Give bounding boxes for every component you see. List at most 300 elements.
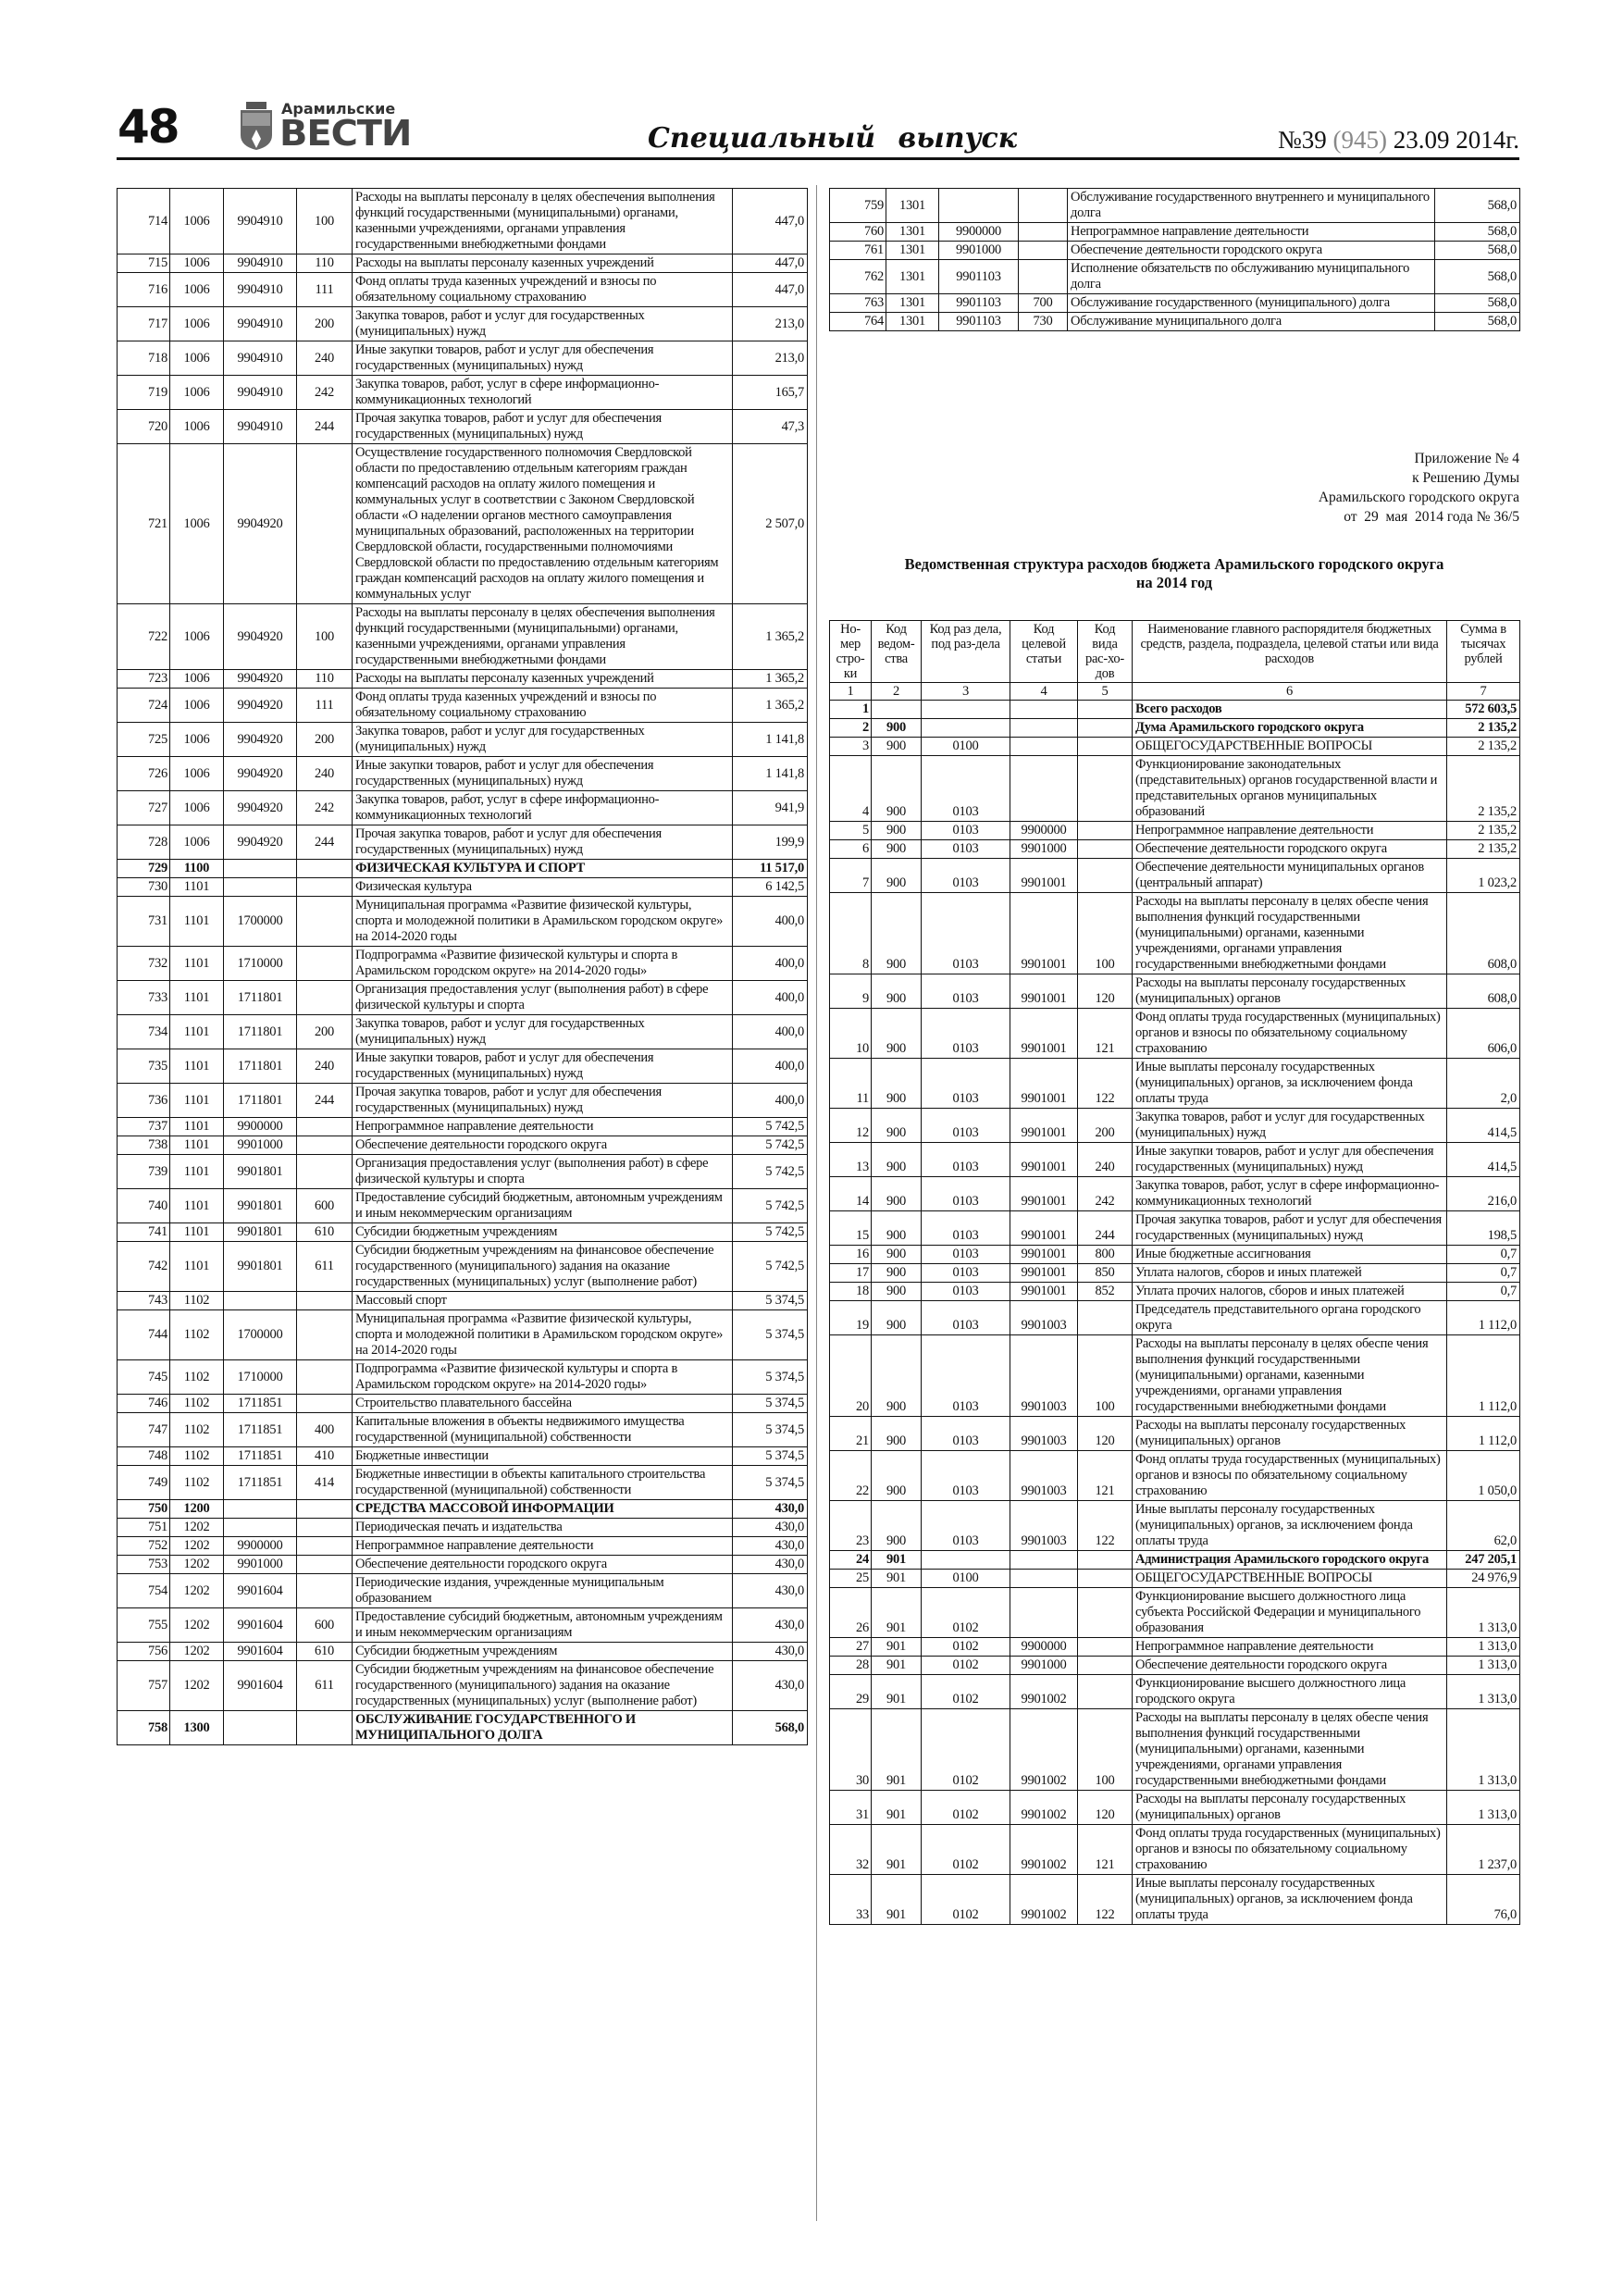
department-code: 900 <box>872 1301 922 1335</box>
expense-type-code <box>297 981 353 1015</box>
amount: 5 742,5 <box>733 1155 808 1189</box>
expense-type-code: 240 <box>297 341 353 376</box>
table-row <box>830 1825 1520 1875</box>
item-name: Расходы на выплаты персоналу в целях обеспе чения выполнения функций государственными (муниципальными) органами, казенными учреждениями, органами управления государственными внебюджетными фондами <box>1133 1335 1447 1417</box>
expense-type-code <box>1019 242 1068 260</box>
target-item-code <box>1010 738 1078 756</box>
row-number: 29 <box>830 1675 872 1709</box>
row-number: 728 <box>118 825 170 860</box>
row-number: 750 <box>118 1500 170 1519</box>
issue-number <box>1278 126 1519 155</box>
target-item-code: 9901001 <box>1010 859 1078 893</box>
table-row <box>118 1466 808 1500</box>
expense-type-code: 111 <box>297 689 353 723</box>
amount: 6 142,5 <box>733 878 808 897</box>
section-code: 1006 <box>170 791 224 825</box>
section-code: 0102 <box>922 1657 1010 1675</box>
column-number: 3 <box>922 683 1010 701</box>
appendix-note <box>1319 449 1519 527</box>
amount: 400,0 <box>733 981 808 1015</box>
table-row <box>830 1009 1520 1059</box>
amount: 606,0 <box>1447 1009 1520 1059</box>
target-item-code: 9901002 <box>1010 1709 1078 1791</box>
target-item-code: 9904920 <box>224 444 297 604</box>
department-code: 901 <box>872 1825 922 1875</box>
expense-type-code <box>1019 223 1068 242</box>
item-name: Непрограммное направление деятельности <box>353 1537 733 1556</box>
expense-type-code: 100 <box>1078 893 1133 974</box>
section-code: 0103 <box>922 1301 1010 1335</box>
section-code: 1101 <box>170 1223 224 1242</box>
section-code <box>922 701 1010 719</box>
department-code: 900 <box>872 1009 922 1059</box>
section-code: 1101 <box>170 1155 224 1189</box>
department-code: 900 <box>872 822 922 840</box>
table-row <box>830 1246 1520 1264</box>
section-code: 0103 <box>922 1143 1010 1177</box>
target-item-code: 9901604 <box>224 1608 297 1643</box>
row-number: 731 <box>118 897 170 947</box>
amount: 430,0 <box>733 1643 808 1661</box>
amount: 447,0 <box>733 254 808 273</box>
section-code: 1101 <box>170 878 224 897</box>
row-number: 26 <box>830 1588 872 1638</box>
item-name: Муниципальная программа «Развитие физической культуры, спорта и молодежной политики в Арамильском городском округе» на 2014-2020 годы <box>353 897 733 947</box>
item-name: Иные выплаты персоналу государственных (муниципальных) органов, за исключением фонда оплаты труда <box>1133 1875 1447 1925</box>
item-name: Субсидии бюджетным учреждениям <box>353 1223 733 1242</box>
amount: 1 313,0 <box>1447 1709 1520 1791</box>
amount: 1 313,0 <box>1447 1791 1520 1825</box>
item-name: Иные бюджетные ассигнования <box>1133 1246 1447 1264</box>
item-name: Иные выплаты персоналу государственных (муниципальных) органов, за исключением фонда оплаты труда <box>1133 1501 1447 1551</box>
issue-no-total: (945) <box>1332 126 1387 154</box>
item-name: Непрограммное направление деятельности <box>1133 822 1447 840</box>
table-row <box>118 1556 808 1574</box>
row-number: 27 <box>830 1638 872 1657</box>
item-name: Обеспечение деятельности городского округа <box>353 1556 733 1574</box>
column-number: 1 <box>830 683 872 701</box>
item-name: Осуществление государственного полномочия Свердловской области по предоставлению отдельным категориям граждан компенсаций расходов на оплату жилого помещения и коммунальных услуг в соответствии с Законом Свердловской области «О наделении органов местного самоуправления муниципальных образований, расположенных на территории Свердловской области, государственными полномочиями Свердловской области по предоставлению отдельным категориям граждан компенсаций расходов на оплату жилого помещения и коммунальных услуг <box>353 444 733 604</box>
expense-type-code: 800 <box>1078 1246 1133 1264</box>
target-item-code: 9901003 <box>1010 1301 1078 1335</box>
expense-type-code <box>1078 756 1133 822</box>
table-row <box>830 756 1520 822</box>
section-code: 1301 <box>886 294 939 313</box>
section-code: 0103 <box>922 1059 1010 1109</box>
column-number: 7 <box>1447 683 1520 701</box>
department-code: 900 <box>872 1143 922 1177</box>
section-code: 0102 <box>922 1675 1010 1709</box>
table-row <box>118 1292 808 1310</box>
item-name: Обеспечение деятельности городского округа <box>1133 1657 1447 1675</box>
amount: 572 603,5 <box>1447 701 1520 719</box>
target-item-code <box>1010 701 1078 719</box>
expense-type-code: 121 <box>1078 1009 1133 1059</box>
amount: 5 742,5 <box>733 1118 808 1136</box>
target-item-code <box>224 878 297 897</box>
item-name: Расходы на выплаты персоналу казенных учреждений <box>353 670 733 689</box>
section-code: 0103 <box>922 1246 1010 1264</box>
item-name: Прочая закупка товаров, работ и услуг для обеспечения государственных (муниципальных) нужд <box>353 410 733 444</box>
item-name: Капитальные вложения в объекты недвижимого имущества государственной (муниципальной) собственности <box>353 1413 733 1447</box>
row-number: 24 <box>830 1551 872 1570</box>
target-item-code: 1711801 <box>224 981 297 1015</box>
expense-type-code: 242 <box>297 376 353 410</box>
row-number: 762 <box>830 260 886 294</box>
title-line1: Ведомственная структура расходов бюджета Арамильского городского округа <box>904 555 1444 573</box>
department-code: 900 <box>872 1335 922 1417</box>
department-code: 900 <box>872 1451 922 1501</box>
left-budget-table <box>117 188 808 1745</box>
column-header: Код целевой статьи <box>1010 621 1078 683</box>
expense-type-code <box>297 1500 353 1519</box>
item-name: Функционирование высшего должностного лица субъекта Российской Федерации и муниципального образования <box>1133 1588 1447 1638</box>
amount: 568,0 <box>1435 313 1520 331</box>
department-code: 901 <box>872 1791 922 1825</box>
expense-type-code: 244 <box>297 1084 353 1118</box>
section-code: 1101 <box>170 981 224 1015</box>
target-item-code <box>224 1292 297 1310</box>
column-number: 5 <box>1078 683 1133 701</box>
row-number: 25 <box>830 1570 872 1588</box>
appendix-line: к Решению Думы <box>1412 470 1519 486</box>
table-row <box>118 1519 808 1537</box>
table-row <box>830 1675 1520 1709</box>
row-number: 721 <box>118 444 170 604</box>
issue-no-prefix: №39 <box>1277 126 1327 154</box>
row-number: 21 <box>830 1417 872 1451</box>
row-number: 714 <box>118 189 170 254</box>
amount: 1 313,0 <box>1447 1638 1520 1657</box>
table-row <box>830 701 1520 719</box>
expense-type-code: 611 <box>297 1661 353 1711</box>
target-item-code: 9901001 <box>1010 974 1078 1009</box>
item-name: Расходы на выплаты персоналу казенных учреждений <box>353 254 733 273</box>
table-row <box>830 1335 1520 1417</box>
item-name: Исполнение обязательств по обслуживанию муниципального долга <box>1068 260 1435 294</box>
section-code: 1301 <box>886 189 939 223</box>
row-number: 31 <box>830 1791 872 1825</box>
item-name: Функционирование высшего должностного лица городского округа <box>1133 1675 1447 1709</box>
target-item-code <box>1010 719 1078 738</box>
section-code: 1301 <box>886 223 939 242</box>
target-item-code: 9901604 <box>224 1661 297 1711</box>
expense-type-code <box>1078 1657 1133 1675</box>
row-number: 756 <box>118 1643 170 1661</box>
amount: 5 374,5 <box>733 1360 808 1395</box>
target-item-code <box>1010 1588 1078 1638</box>
table-row <box>118 825 808 860</box>
section-code: 0103 <box>922 756 1010 822</box>
section-code: 0103 <box>922 1335 1010 1417</box>
appendix-line: Приложение № 4 <box>1414 451 1519 466</box>
amount: 447,0 <box>733 189 808 254</box>
expense-type-code: 852 <box>1078 1283 1133 1301</box>
target-item-code: 9904920 <box>224 757 297 791</box>
target-item-code: 9901003 <box>1010 1451 1078 1501</box>
amount: 414,5 <box>1447 1143 1520 1177</box>
amount: 1 313,0 <box>1447 1657 1520 1675</box>
item-name: Обслуживание государственного внутреннего и муниципального долга <box>1068 189 1435 223</box>
amount: 1 112,0 <box>1447 1417 1520 1451</box>
expense-type-code <box>297 947 353 981</box>
table-row <box>830 1709 1520 1791</box>
section-code: 1102 <box>170 1310 224 1360</box>
section-code: 1101 <box>170 1015 224 1049</box>
item-name: Расходы на выплаты персоналу государственных (муниципальных) органов <box>1133 1417 1447 1451</box>
item-name: Фонд оплаты труда государственных (муниципальных) органов и взносы по обязательному социальному страхованию <box>1133 1451 1447 1501</box>
item-name: Подпрограмма «Развитие физической культуры и спорта в Арамильском городском округе» на 2014-2020 годы» <box>353 1360 733 1395</box>
section-code: 0103 <box>922 840 1010 859</box>
item-name: Закупка товаров, работ и услуг для государственных (муниципальных) нужд <box>353 307 733 341</box>
expense-type-code <box>297 1118 353 1136</box>
table-row <box>118 1118 808 1136</box>
section-code: 1101 <box>170 897 224 947</box>
target-item-code <box>224 1519 297 1537</box>
row-number: 19 <box>830 1301 872 1335</box>
department-code: 900 <box>872 1059 922 1109</box>
table-row <box>118 791 808 825</box>
row-number: 755 <box>118 1608 170 1643</box>
target-item-code: 9901000 <box>224 1136 297 1155</box>
expense-type-code <box>297 1574 353 1608</box>
table-row <box>830 893 1520 974</box>
row-number: 743 <box>118 1292 170 1310</box>
section-code <box>922 719 1010 738</box>
department-code: 900 <box>872 1177 922 1211</box>
title-line2: на 2014 год <box>1135 574 1213 591</box>
target-item-code: 9901604 <box>224 1574 297 1608</box>
section-code: 1101 <box>170 947 224 981</box>
expense-type-code <box>297 860 353 878</box>
target-item-code: 9904910 <box>224 189 297 254</box>
item-name: Организация предоставления услуг (выполнения работ) в сфере физической культуры и спорта <box>353 1155 733 1189</box>
target-item-code: 9901801 <box>224 1223 297 1242</box>
department-code: 900 <box>872 1501 922 1551</box>
amount: 213,0 <box>733 307 808 341</box>
expense-type-code: 410 <box>297 1447 353 1466</box>
section-code: 1006 <box>170 825 224 860</box>
item-name: Субсидии бюджетным учреждениям на финансовое обеспечение государственного (муниципального) задания на оказание государственных (муниципальных) услуг (выполнение работ) <box>353 1661 733 1711</box>
section-code: 0103 <box>922 1109 1010 1143</box>
target-item-code: 9904920 <box>224 825 297 860</box>
table-row <box>830 1264 1520 1283</box>
table-row <box>118 444 808 604</box>
departmental-structure-table <box>829 620 1520 1925</box>
target-item-code: 9901001 <box>1010 1009 1078 1059</box>
amount: 247 205,1 <box>1447 1551 1520 1570</box>
section-code: 1301 <box>886 242 939 260</box>
target-item-code: 9901001 <box>1010 1246 1078 1264</box>
table-row <box>118 1500 808 1519</box>
amount: 608,0 <box>1447 893 1520 974</box>
column-number-row <box>830 683 1520 701</box>
section-code: 0100 <box>922 1570 1010 1588</box>
table-row <box>118 1395 808 1413</box>
target-item-code: 9904920 <box>224 723 297 757</box>
target-item-code: 9901000 <box>224 1556 297 1574</box>
row-number: 7 <box>830 859 872 893</box>
row-number: 716 <box>118 273 170 307</box>
column-number: 2 <box>872 683 922 701</box>
row-number: 718 <box>118 341 170 376</box>
column-header: Код вида рас-хо-дов <box>1078 621 1133 683</box>
expense-type-code <box>1019 260 1068 294</box>
row-number: 733 <box>118 981 170 1015</box>
expense-type-code: 700 <box>1019 294 1068 313</box>
item-name: Субсидии бюджетным учреждениям <box>353 1643 733 1661</box>
issue-type: Специальный выпуск <box>648 122 1018 155</box>
table-row <box>118 1661 808 1711</box>
logo-line2: ВЕСТИ <box>279 113 412 154</box>
target-item-code: 9901001 <box>1010 1264 1078 1283</box>
section-code: 1006 <box>170 670 224 689</box>
expense-type-code: 400 <box>297 1413 353 1447</box>
section-code: 1300 <box>170 1711 224 1745</box>
department-code: 900 <box>872 893 922 974</box>
section-code: 0103 <box>922 1211 1010 1246</box>
amount: 2 507,0 <box>733 444 808 604</box>
row-number: 12 <box>830 1109 872 1143</box>
section-code: 1202 <box>170 1556 224 1574</box>
expense-type-code: 244 <box>1078 1211 1133 1246</box>
row-number: 740 <box>118 1189 170 1223</box>
row-number: 3 <box>830 738 872 756</box>
target-item-code: 9901002 <box>1010 1825 1078 1875</box>
column-header: Но-мер стро-ки <box>830 621 872 683</box>
amount: 400,0 <box>733 897 808 947</box>
table-row <box>830 1451 1520 1501</box>
section-code: 1006 <box>170 376 224 410</box>
expense-type-code: 122 <box>1078 1059 1133 1109</box>
table-row <box>830 1791 1520 1825</box>
item-name: Иные закупки товаров, работ и услуг для обеспечения государственных (муниципальных) нужд <box>353 757 733 791</box>
row-number: 726 <box>118 757 170 791</box>
item-name: Уплата налогов, сборов и иных платежей <box>1133 1264 1447 1283</box>
expense-type-code: 244 <box>297 825 353 860</box>
amount: 5 374,5 <box>733 1292 808 1310</box>
expense-type-code <box>1078 1551 1133 1570</box>
amount: 5 374,5 <box>733 1395 808 1413</box>
row-number: 4 <box>830 756 872 822</box>
expense-type-code: 100 <box>297 189 353 254</box>
row-number: 722 <box>118 604 170 670</box>
appendix-line: Арамильского городского округа <box>1318 490 1519 505</box>
item-name: Председатель представительного органа городского округа <box>1133 1301 1447 1335</box>
item-name: Непрограммное направление деятельности <box>353 1118 733 1136</box>
row-number: 748 <box>118 1447 170 1466</box>
section-code: 0103 <box>922 1283 1010 1301</box>
table-row <box>118 1015 808 1049</box>
item-name: Всего расходов <box>1133 701 1447 719</box>
expense-type-code: 100 <box>1078 1709 1133 1791</box>
section-code: 1006 <box>170 307 224 341</box>
expense-type-code: 850 <box>1078 1264 1133 1283</box>
table-row <box>830 1570 1520 1588</box>
target-item-code: 9901001 <box>1010 1177 1078 1211</box>
section-code: 0102 <box>922 1791 1010 1825</box>
expense-type-code: 610 <box>297 1223 353 1242</box>
amount: 400,0 <box>733 947 808 981</box>
target-item-code <box>1010 1570 1078 1588</box>
table-row <box>118 189 808 254</box>
table-row <box>118 1537 808 1556</box>
section-code: 1101 <box>170 1084 224 1118</box>
section-code: 1102 <box>170 1360 224 1395</box>
amount: 400,0 <box>733 1015 808 1049</box>
section-code: 0102 <box>922 1825 1010 1875</box>
issue-date: 23.09 2014г. <box>1393 126 1519 154</box>
target-item-code: 9901001 <box>1010 1059 1078 1109</box>
section-code: 0103 <box>922 893 1010 974</box>
item-name: Закупка товаров, работ и услуг для государственных (муниципальных) нужд <box>353 723 733 757</box>
item-name: Организация предоставления услуг (выполнения работ) в сфере физической культуры и спорта <box>353 981 733 1015</box>
amount: 213,0 <box>733 341 808 376</box>
section-code: 0102 <box>922 1638 1010 1657</box>
row-number: 746 <box>118 1395 170 1413</box>
section-code: 0103 <box>922 1501 1010 1551</box>
target-item-code: 9901001 <box>1010 1283 1078 1301</box>
item-name: Обслуживание муниципального долга <box>1068 313 1435 331</box>
item-name: Расходы на выплаты персоналу в целях обеспе чения выполнения функций государственными (муниципальными) органами, казенными учреждениями, органами управления государственными внебюджетными фондами <box>1133 1709 1447 1791</box>
department-code: 900 <box>872 1246 922 1264</box>
amount: 2 135,2 <box>1447 840 1520 859</box>
amount: 1 365,2 <box>733 670 808 689</box>
section-code: 1202 <box>170 1537 224 1556</box>
section-code: 1202 <box>170 1608 224 1643</box>
department-code: 901 <box>872 1875 922 1925</box>
row-number: 727 <box>118 791 170 825</box>
target-item-code <box>939 189 1019 223</box>
table-row <box>118 307 808 341</box>
row-number: 725 <box>118 723 170 757</box>
table-row <box>118 878 808 897</box>
department-code: 900 <box>872 1109 922 1143</box>
row-number: 11 <box>830 1059 872 1109</box>
item-name: Фонд оплаты труда государственных (муниципальных) органов и взносы по обязательному социальному страхованию <box>1133 1825 1447 1875</box>
amount: 5 742,5 <box>733 1242 808 1292</box>
row-number: 6 <box>830 840 872 859</box>
row-number: 16 <box>830 1246 872 1264</box>
expense-type-code <box>1078 859 1133 893</box>
row-number: 724 <box>118 689 170 723</box>
section-code: 0102 <box>922 1709 1010 1791</box>
table-row <box>830 1109 1520 1143</box>
table-row <box>118 1310 808 1360</box>
department-code: 900 <box>872 1283 922 1301</box>
header-rule <box>117 157 1519 160</box>
target-item-code: 9900000 <box>224 1537 297 1556</box>
table-row <box>830 1588 1520 1638</box>
expense-type-code: 120 <box>1078 974 1133 1009</box>
amount: 568,0 <box>1435 189 1520 223</box>
row-number: 742 <box>118 1242 170 1292</box>
expense-type-code: 242 <box>1078 1177 1133 1211</box>
table-row <box>118 1711 808 1745</box>
row-number: 719 <box>118 376 170 410</box>
item-name: Субсидии бюджетным учреждениям на финансовое обеспечение государственного (муниципального) задания на оказание государственных (муниципальных) услуг (выполнение работ) <box>353 1242 733 1292</box>
table-row <box>118 604 808 670</box>
table-row <box>118 1608 808 1643</box>
expense-type-code: 110 <box>297 670 353 689</box>
expense-type-code: 200 <box>1078 1109 1133 1143</box>
expense-type-code <box>297 1537 353 1556</box>
item-name: Иные выплаты персоналу государственных (муниципальных) органов, за исключением фонда оплаты труда <box>1133 1059 1447 1109</box>
section-code: 1006 <box>170 757 224 791</box>
row-number: 23 <box>830 1501 872 1551</box>
row-number: 760 <box>830 223 886 242</box>
right-top-budget-table <box>829 188 1520 331</box>
